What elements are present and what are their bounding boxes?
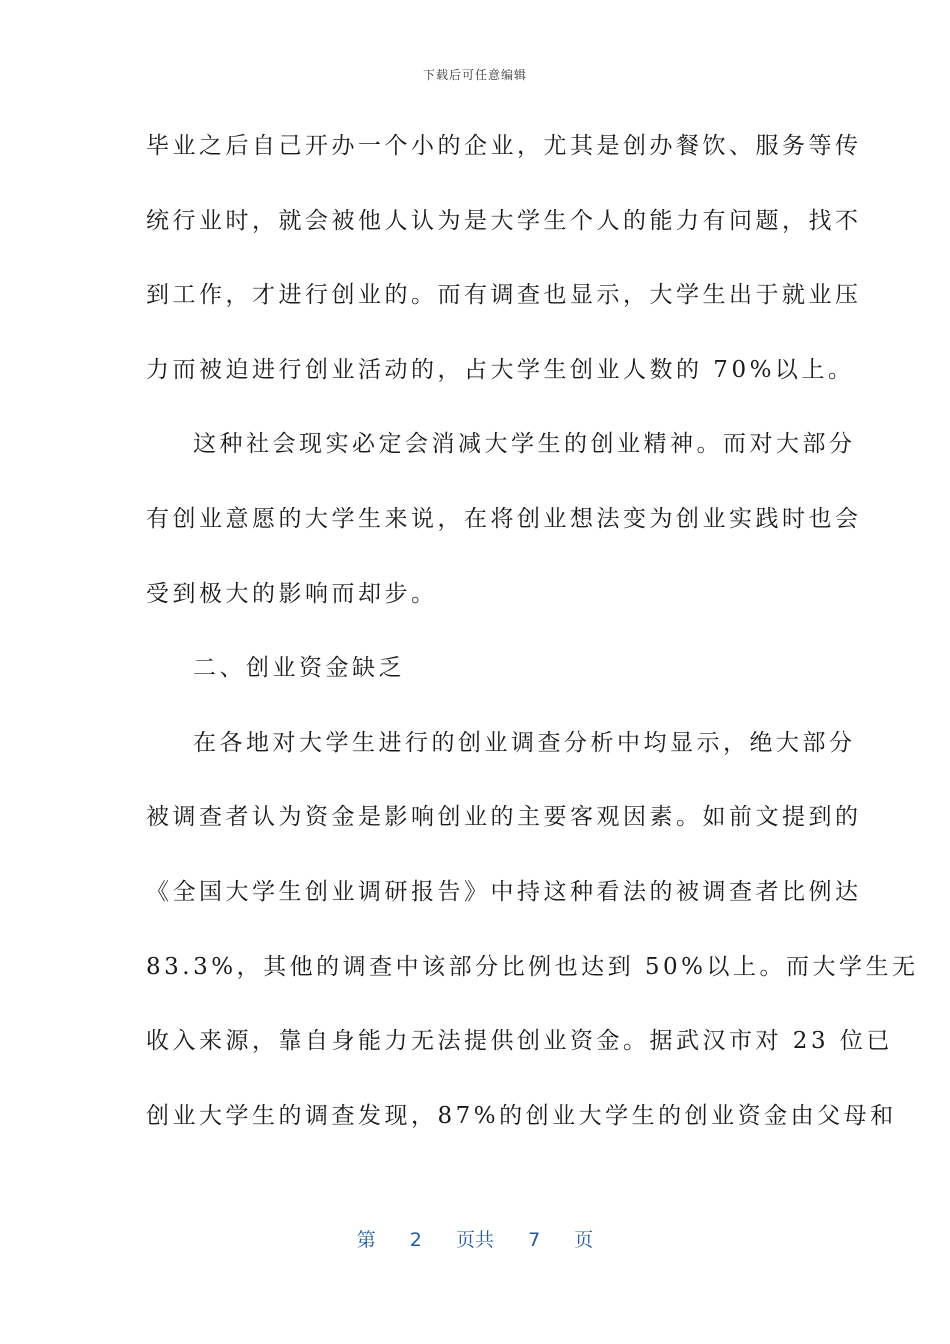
text-line: 力而被迫进行创业活动的，占大学生创业人数的 70%以上。	[146, 356, 855, 383]
text-line: 受到极大的影响而却步。	[146, 580, 438, 607]
text-line: 收入来源，靠自身能力无法提供创业资金。据武汉市对 23 位已	[146, 1028, 893, 1055]
footer-middle: 页共	[455, 1229, 494, 1251]
paragraph-start-line: 这种社会现实必定会消减大学生的创业精神。而对大部分	[193, 431, 856, 458]
text-line: 创业大学生的调查发现，87%的创业大学生的创业资金由父母和	[146, 1102, 897, 1129]
text-line: 统行业时，就会被他人认为是大学生个人的能力有问题，找不	[146, 207, 862, 234]
page-footer	[0, 1225, 950, 1252]
text-line: 83.3%，其他的调查中该部分比例也达到 50%以上。而大学生无	[146, 953, 919, 980]
total-pages-number: 7	[528, 1229, 541, 1251]
current-page-number: 2	[409, 1229, 422, 1251]
text-line: 有创业意愿的大学生来说，在将创业想法变为创业实践时也会	[146, 505, 862, 532]
paragraph-start-line: 在各地对大学生进行的创业调查分析中均显示，绝大部分	[193, 729, 856, 756]
page-header: 下载后可任意编辑	[422, 68, 527, 82]
footer-prefix: 第	[356, 1229, 376, 1251]
text-line: 到工作，才进行创业的。而有调查也显示，大学生出于就业压	[146, 282, 862, 309]
text-line: 毕业之后自己开办一个小的企业，尤其是创办餐饮、服务等传	[146, 133, 862, 159]
section-heading: 二、创业资金缺乏	[193, 655, 405, 682]
text-line: 《全国大学生创业调研报告》中持这种看法的被调查者比例达	[146, 878, 862, 905]
document-body	[146, 120, 919, 1164]
text-line: 被调查者认为资金是影响创业的主要客观因素。如前文提到的	[146, 804, 862, 831]
footer-suffix: 页	[574, 1229, 594, 1251]
